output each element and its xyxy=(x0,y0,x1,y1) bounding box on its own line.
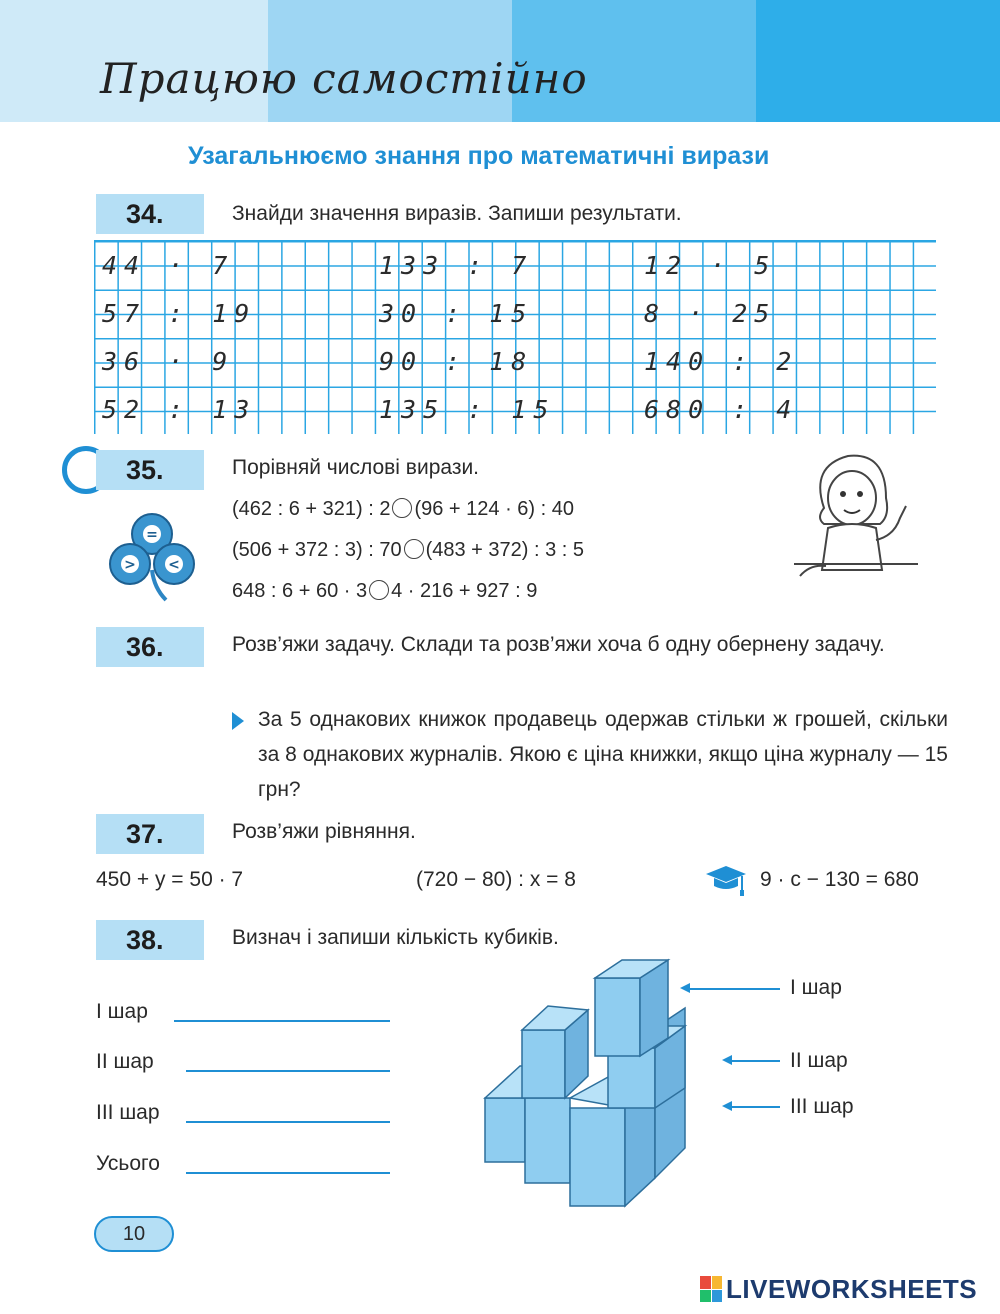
compare-circle[interactable] xyxy=(369,580,389,600)
answer-line[interactable] xyxy=(186,1070,390,1072)
arrow-label: I шар xyxy=(790,976,842,999)
expression: 680 : 4 xyxy=(644,395,799,424)
clover-sign-equal: = xyxy=(146,527,158,543)
answer-line[interactable] xyxy=(186,1121,390,1123)
arrow-head-icon xyxy=(722,1055,732,1065)
expression: 8 · 25 xyxy=(644,299,777,328)
task-34-grid[interactable] xyxy=(94,240,936,434)
task-36-number: 36. xyxy=(96,627,204,667)
answer-line[interactable] xyxy=(186,1172,390,1174)
graduation-cap-icon xyxy=(704,864,750,900)
expression: 44 · 7 xyxy=(102,251,235,280)
task-36-instruction: Розв’яжи задачу. Склади та розв’яжи хоча б одну обернену задачу. xyxy=(232,633,885,656)
layer-arrow xyxy=(728,1106,780,1108)
arrow-head-icon xyxy=(722,1101,732,1111)
girl-illustration xyxy=(790,446,920,586)
task-34-number: 34. xyxy=(96,194,204,234)
layer-label: I шар xyxy=(96,1000,148,1023)
layer-label: III шар xyxy=(96,1101,160,1124)
compare-row xyxy=(232,498,574,521)
compare-row xyxy=(232,580,537,603)
arrow-label: III шар xyxy=(790,1095,854,1118)
expression: 57 : 19 xyxy=(102,299,257,328)
expression-left: (462 : 6 + 321) : 2 xyxy=(232,498,391,520)
arrow-head-icon xyxy=(680,983,690,993)
topic-heading: Узагальнюємо знання про математичні вирази xyxy=(188,142,770,170)
total-label: Усього xyxy=(96,1152,160,1175)
equation: 450 + y = 50 · 7 xyxy=(96,868,244,891)
expression-left: (506 + 372 : 3) : 70 xyxy=(232,539,402,561)
task-36-problem: За 5 однакових книжок продавець одержав стільки ж грошей, скільки за 8 однакових журналів. Якою є ціна книжки, якщо ціна журналу — 15 грн? xyxy=(258,708,948,801)
task-35-instruction: Порівняй числові вирази. xyxy=(232,456,480,479)
task-37-number: 37. xyxy=(96,814,204,854)
task-38-instruction: Визнач і запиши кількість кубиків. xyxy=(232,926,559,949)
task-38-number: 38. xyxy=(96,920,204,960)
liveworksheets-watermark xyxy=(700,1272,977,1306)
page-number: 10 xyxy=(94,1216,174,1252)
expression-right: (96 + 124 · 6) : 40 xyxy=(414,498,574,520)
layer-arrow xyxy=(686,988,780,990)
task-37-instruction: Розв’яжи рівняння. xyxy=(232,820,416,843)
task-34-instruction: Знайди значення виразів. Запиши результати. xyxy=(232,202,682,225)
expression: 52 : 13 xyxy=(102,395,257,424)
section-title: Працюю самостійно xyxy=(100,54,588,103)
expression: 12 · 5 xyxy=(644,251,777,280)
header-banner xyxy=(0,0,1000,122)
compare-row xyxy=(232,539,584,562)
bullet-arrow-icon xyxy=(232,712,244,730)
answer-line[interactable] xyxy=(174,1020,390,1022)
expression: 140 : 2 xyxy=(644,347,799,376)
expression: 133 : 7 xyxy=(379,251,534,280)
arrow-label: II шар xyxy=(790,1049,848,1072)
compare-circle[interactable] xyxy=(392,498,412,518)
liveworksheets-logo-icon xyxy=(700,1276,722,1302)
clover-compare-icon xyxy=(104,508,200,604)
equation: 9 · c − 130 = 680 xyxy=(760,868,919,891)
compare-circle[interactable] xyxy=(404,539,424,559)
clover-sign-less: < xyxy=(168,557,180,573)
expression: 30 : 15 xyxy=(379,299,534,328)
expression-right: (483 + 372) : 3 : 5 xyxy=(425,539,584,561)
expression-right: 4 · 216 + 927 : 9 xyxy=(391,580,538,602)
watermark-text: LIVEWORKSHEETS xyxy=(726,1273,978,1304)
equation: (720 − 80) : x = 8 xyxy=(416,868,576,891)
clover-sign-greater: > xyxy=(124,557,136,573)
task-35-number: 35. xyxy=(96,450,204,490)
expression: 90 : 18 xyxy=(379,347,534,376)
layer-label: II шар xyxy=(96,1050,154,1073)
header-stripe-4 xyxy=(756,0,1000,122)
expression-left: 648 : 6 + 60 · 3 xyxy=(232,580,368,602)
layer-arrow xyxy=(728,1060,780,1062)
expression: 135 : 15 xyxy=(379,395,556,424)
expression: 36 · 9 xyxy=(102,347,235,376)
